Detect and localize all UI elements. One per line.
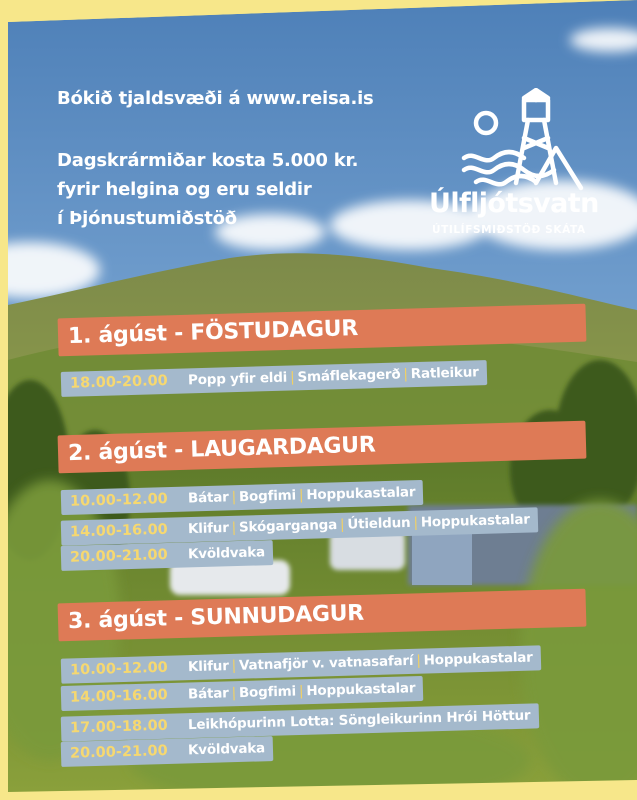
ticket-info xyxy=(57,146,358,233)
activity: Hoppukastalar xyxy=(306,680,416,700)
activity: Klifur xyxy=(187,658,229,676)
activities: Klifur | Vatnafjör v. vatnasafarí | Hoppukastalar xyxy=(187,649,533,676)
logo-title: Úlfljótsvatn xyxy=(429,188,599,219)
ticket-line: fyrir helgina og eru seldir xyxy=(57,179,312,200)
activity: Bátar xyxy=(187,489,229,507)
activity: Klifur xyxy=(187,519,229,538)
activities xyxy=(188,740,265,758)
activities: Bátar | Bogfimi | Hoppukastalar xyxy=(187,680,416,703)
activities: Popp yfir eldi | Smáflekagerð | Ratleikur xyxy=(187,364,479,389)
activity: Smáflekagerð xyxy=(297,366,401,386)
time-slot: 20.00-21.00 xyxy=(69,742,168,762)
activities: Bátar | Bogfimi | Hoppukastalar xyxy=(187,484,416,507)
activity: Skógarganga xyxy=(238,516,338,536)
activity: Vatnafjör v. vatnasafarí xyxy=(238,652,414,674)
activity: Kvöldvaka xyxy=(187,740,266,759)
time-slot: 14.00-16.00 xyxy=(69,521,169,541)
booking-info: Bókið tjaldsvæði á www.reisa.is xyxy=(57,88,374,109)
day-3-header-text: 3. ágúst - SUNNUDAGUR xyxy=(67,600,365,635)
activity: Hoppukastalar xyxy=(420,511,531,531)
activity: Ratleikur xyxy=(410,364,479,383)
activity: Kvöldvaka xyxy=(187,544,266,563)
activity: Leikhópurinn Lotta: Söngleikurinn Hrói Höttur xyxy=(187,707,531,734)
activity: Hoppukastalar xyxy=(306,484,416,504)
logo-subtitle: ÚTILÍFSMIÐSTÖÐ SKÁTA xyxy=(432,224,586,236)
activities xyxy=(188,708,531,734)
day-2-header-text: 2. ágúst - LAUGARDAGUR xyxy=(67,432,376,467)
time-slot: 18.00-20.00 xyxy=(69,372,169,392)
activity: Bogfimi xyxy=(238,683,297,702)
ticket-line: í Þjónustumiðstöð xyxy=(57,208,237,229)
activities xyxy=(188,544,265,562)
day-1-header-text: 1. ágúst - FÖSTUDAGUR xyxy=(67,316,359,350)
time-slot: 17.00-18.00 xyxy=(69,717,169,737)
time-slot: 14.00-16.00 xyxy=(69,687,168,706)
ticket-line: Dagskrármiðar kosta 5.000 kr. xyxy=(57,150,359,171)
activity: Útieldun xyxy=(347,514,411,533)
time-slot: 10.00-12.00 xyxy=(69,491,168,510)
activities: Klifur | Skógarganga | Útieldun | Hoppukastalar xyxy=(187,511,531,538)
activity: Bátar xyxy=(187,685,229,703)
time-slot: 10.00-12.00 xyxy=(69,659,169,679)
activity: Hoppukastalar xyxy=(423,649,533,669)
activity: Popp yfir eldi xyxy=(187,369,288,389)
activity: Bogfimi xyxy=(238,487,297,506)
time-slot: 20.00-21.00 xyxy=(69,546,168,566)
